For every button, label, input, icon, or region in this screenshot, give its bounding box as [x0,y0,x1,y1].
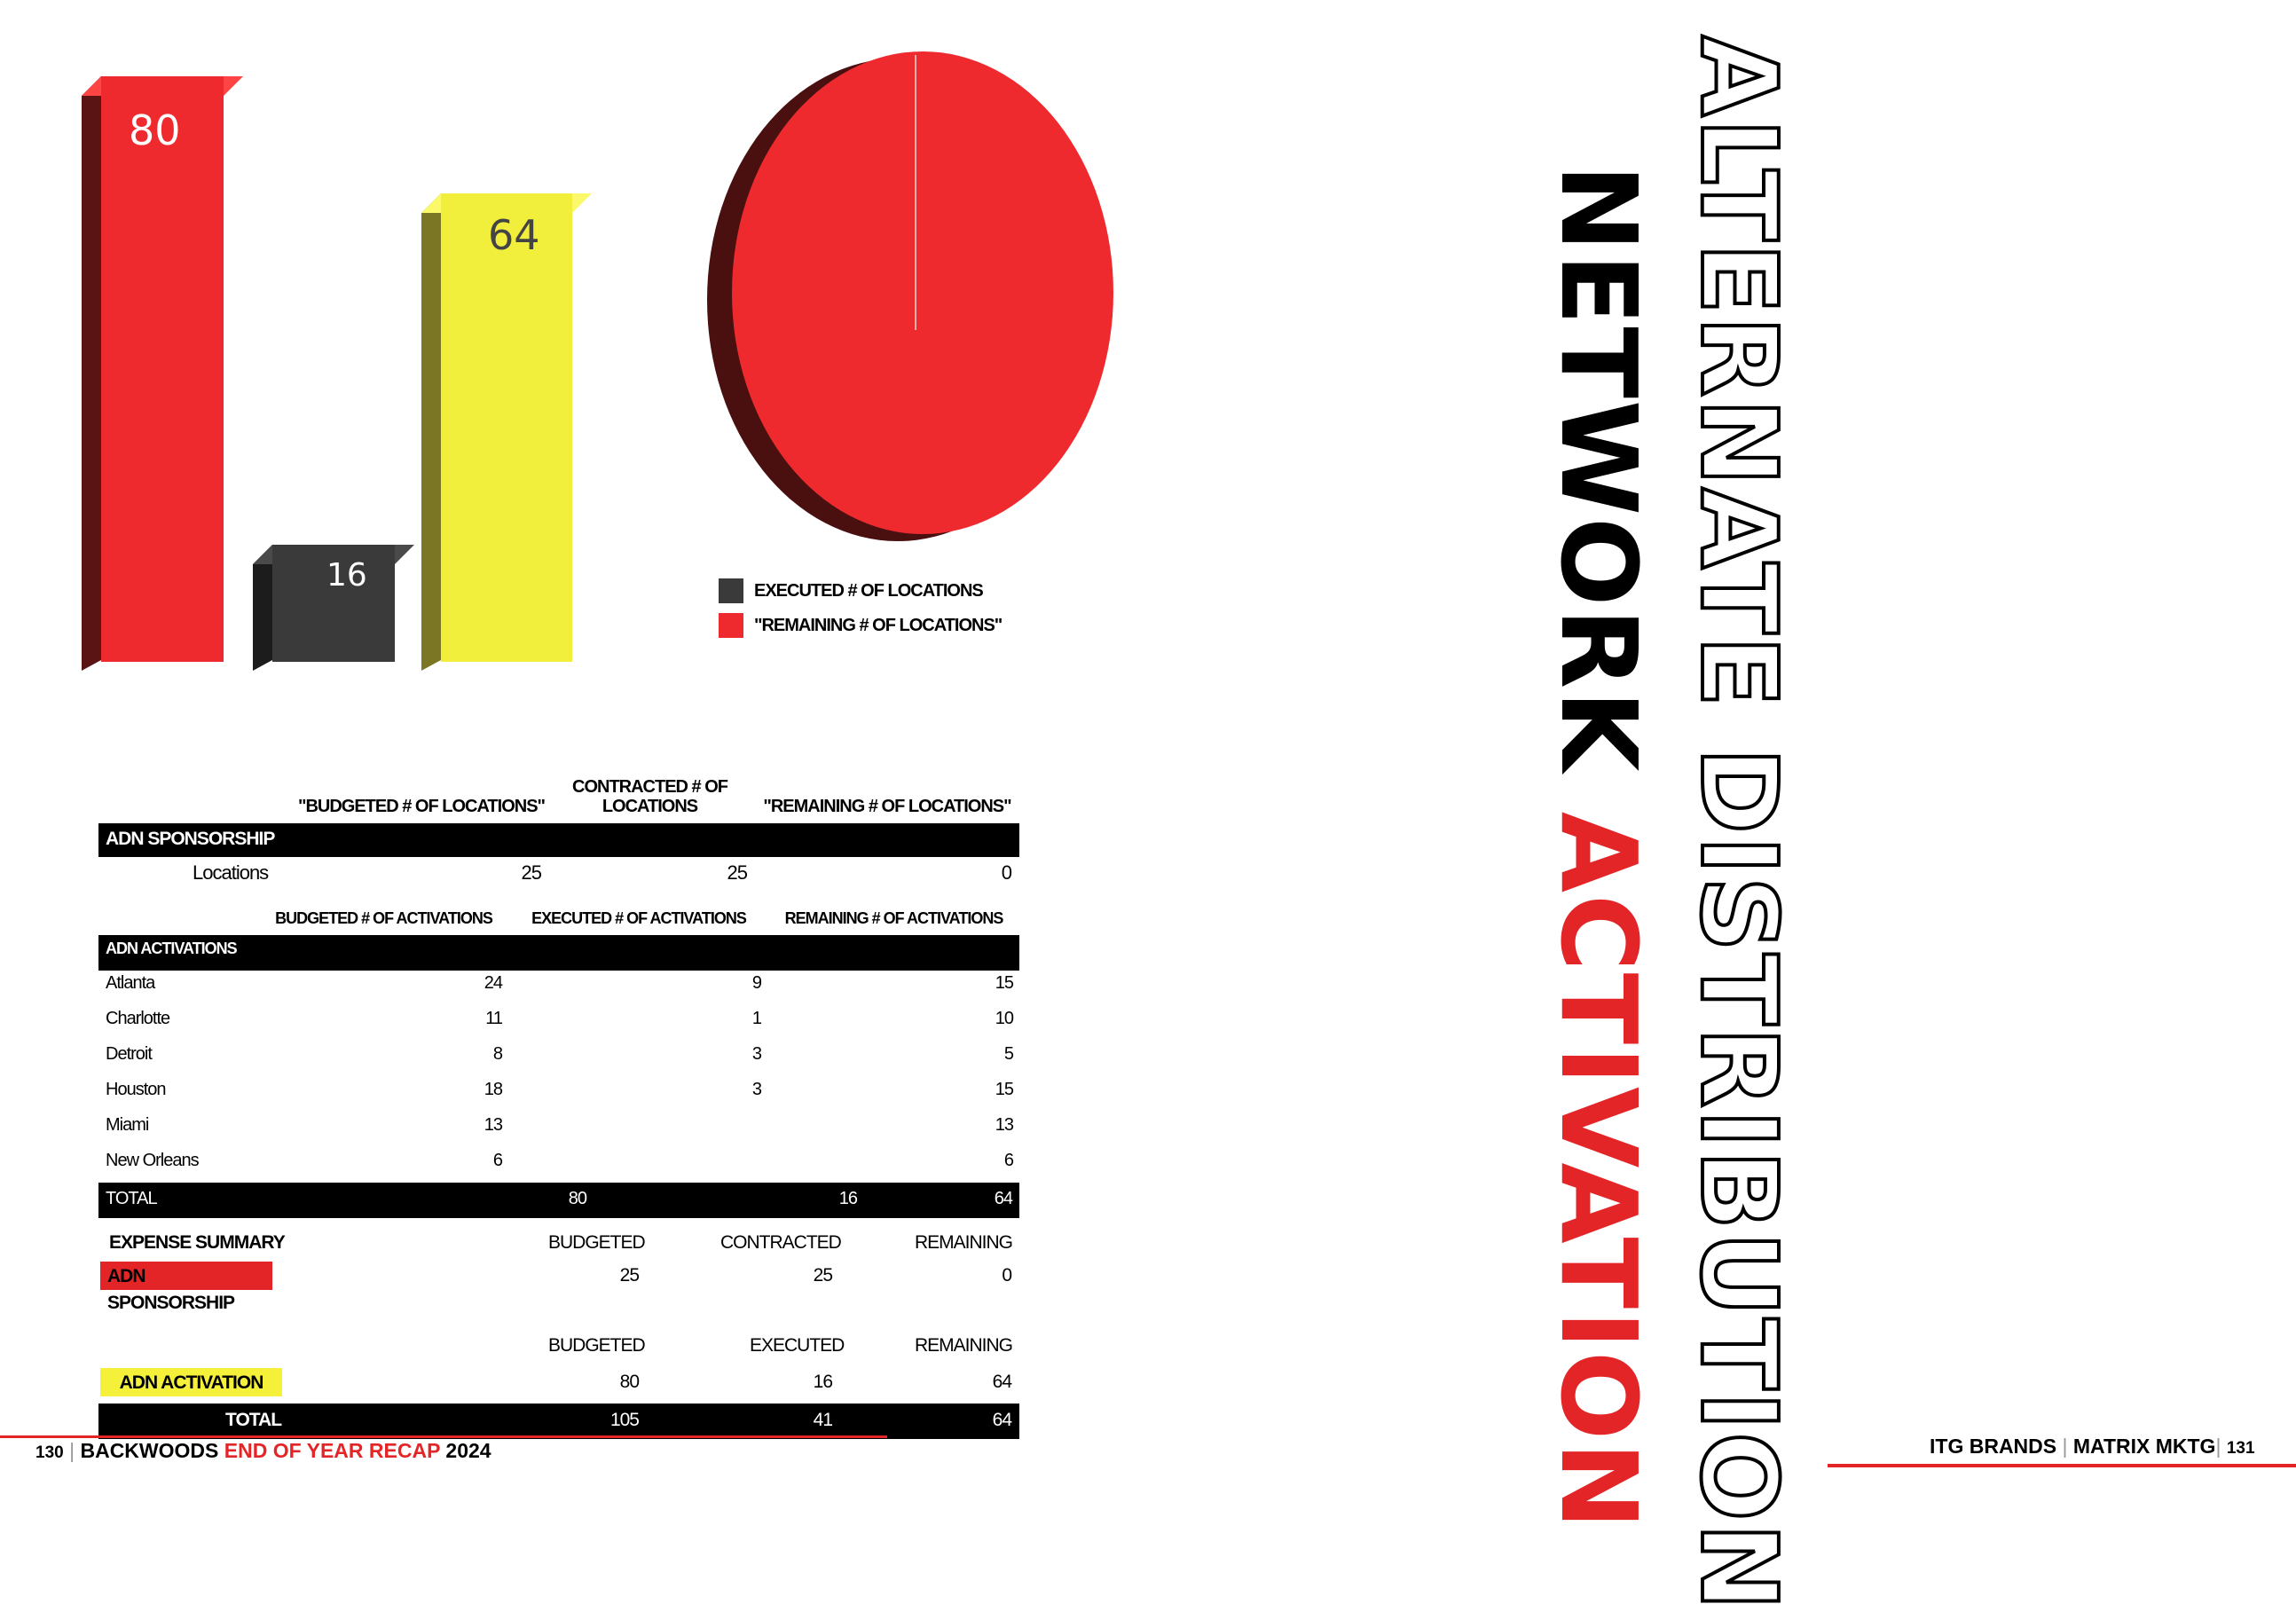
legend-item-remaining [719,613,1002,638]
bar-side-2 [421,193,441,671]
activation-budgeted: 6 [492,1151,502,1170]
expense-sponsorship-header-remaining: REMAINING [915,1232,1013,1253]
footer-left-year: 2024 [445,1439,491,1462]
footer-left-recap: END OF YEAR RECAP [224,1439,441,1462]
expense-activation-header-remaining: REMAINING [915,1335,1013,1356]
activations-header-remaining: REMAINING # OF ACTIVATIONS [784,909,1003,927]
expense-activation-header-executed: EXECUTED [750,1335,845,1356]
activation-remaining: 6 [1003,1151,1013,1170]
footer-left-brand: BACKWOODS [80,1439,219,1462]
expense-activation-header-budgeted: BUDGETED [548,1335,645,1356]
bar-2 [441,193,572,662]
activations-header-budgeted: BUDGETED # OF ACTIVATIONS [275,909,492,927]
legend-label-remaining: "REMAINING # OF LOCATIONS" [754,615,1003,635]
activation-city: Charlotte [106,1009,170,1028]
expense-sponsorship-tag: ADN SPONSORSHIP [100,1262,272,1290]
expense-sponsorship-contracted: 25 [813,1265,832,1286]
title-activation: ACTIVATION [1537,773,1660,1531]
bar-value-label-0: 80 [129,106,181,154]
bar-0 [101,76,224,662]
activation-remaining: 10 [995,1009,1013,1028]
expense-activation-budgeted: 80 [619,1372,639,1392]
activation-budgeted: 11 [485,1009,502,1028]
expense-activation-remaining: 64 [992,1372,1011,1392]
bar-value-label-2: 64 [488,211,540,259]
footer-left-rule [0,1435,887,1438]
bar-side-0 [82,76,101,671]
activation-executed: 1 [751,1009,761,1028]
activation-city: Detroit [106,1044,152,1064]
footer-right-page: 131 [2226,1439,2255,1458]
pie-slice-remaining [732,51,1113,534]
activation-remaining: 5 [1003,1044,1013,1064]
expense-sponsorship-header-contracted: CONTRACTED [720,1232,841,1253]
sponsorship-header-budgeted: "BUDGETED # OF LOCATIONS" [297,797,546,816]
sponsorship-header-remaining: "REMAINING # OF LOCATIONS" [763,797,1011,816]
activation-remaining: 15 [995,973,1013,993]
sponsorship-budgeted-value: 25 [521,861,541,884]
sponsorship-row-label: Locations [193,861,269,884]
footer-left-page: 130 [35,1443,64,1462]
activations-total-executed: 16 [838,1189,857,1208]
legend-swatch-executed [719,578,743,603]
footer-left: 130 | BACKWOODS END OF YEAR RECAP 2024 [35,1439,491,1462]
legend-label-executed: EXECUTED # OF LOCATIONS [754,580,983,601]
activation-budgeted: 13 [484,1115,502,1135]
expense-total-budgeted: 105 [609,1410,639,1430]
expense-total-row [98,1404,1019,1439]
sponsorship-remaining-value: 0 [1001,861,1011,884]
expense-sponsorship-remaining: 0 [1002,1265,1011,1286]
expense-activation-executed: 16 [813,1372,832,1392]
activations-total-remaining: 64 [994,1189,1012,1208]
expense-summary-title: EXPENSE SUMMARY [109,1232,285,1253]
expense-sponsorship-header-budgeted: BUDGETED [548,1232,645,1253]
expense-total-executed: 41 [813,1410,832,1430]
activation-city: Houston [106,1080,166,1099]
activations-total-label: TOTAL [106,1189,157,1208]
footer-right-agency: MATRIX MKTG [2072,1435,2216,1458]
footer-right-rule [1828,1464,2296,1467]
activation-budgeted: 8 [492,1044,502,1064]
sponsorship-band: ADN SPONSORSHIP [98,823,1019,857]
expense-total-remaining: 64 [992,1410,1011,1430]
expense-sponsorship-budgeted: 25 [619,1265,639,1286]
activation-city: New Orleans [106,1151,199,1170]
activation-city: Atlanta [106,973,155,993]
activations-header-executed: EXECUTED # OF ACTIVATIONS [531,909,746,927]
footer-right-brand: ITG BRANDS [1930,1435,2057,1458]
legend-item-executed [719,578,983,603]
expense-activation-tag: ADN ACTIVATION [100,1368,282,1396]
legend-swatch-remaining [719,613,743,638]
activation-remaining: 15 [995,1080,1013,1099]
activation-budgeted: 24 [484,973,502,993]
activations-total-budgeted: 80 [568,1189,586,1208]
bar-value-label-1: 16 [326,557,367,594]
activation-city: Miami [106,1115,149,1135]
expense-total-label: TOTAL [225,1410,282,1430]
activations-total-row [98,1183,1019,1218]
title-line-1: ALTERNATE DISTRIBUTION [1678,35,1800,1612]
activation-remaining: 13 [995,1115,1013,1135]
title-line-2 [1537,164,1660,1531]
sponsorship-contracted-value: 25 [727,861,747,884]
footer-right: ITG BRANDS | MATRIX MKTG| 131 [1930,1435,2255,1458]
title-network: NETWORK [1537,164,1660,774]
activation-executed: 9 [751,973,761,993]
activation-budgeted: 18 [484,1080,502,1099]
activation-executed: 3 [751,1080,761,1099]
sponsorship-header-contracted: CONTRACTED # OF LOCATIONS [572,777,727,816]
activation-executed: 3 [751,1044,761,1064]
activations-band: ADN ACTIVATIONS [98,935,1019,971]
pie-chart [707,51,1113,541]
